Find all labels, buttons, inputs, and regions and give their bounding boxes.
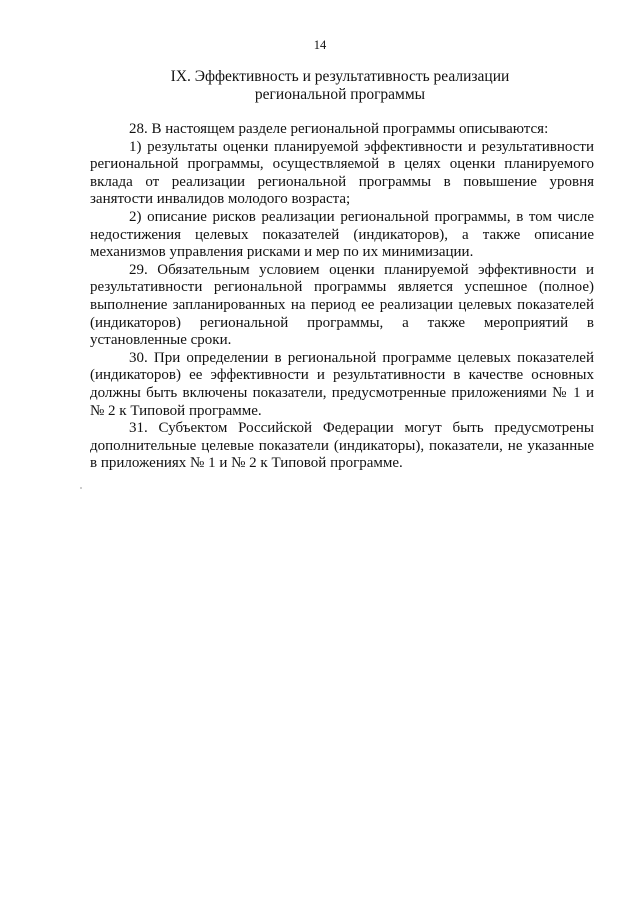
paragraph-30: 30. При определении в региональной программе целевых показателей (индикаторов) ее эффективности и результативности в качестве основных должны быть включены показатели, предусмотренные приложениями № 1 и № 2 к Типовой программе.	[90, 349, 594, 419]
paragraph-31: 31. Субъектом Российской Федерации могут быть предусмотрены дополнительные целевые показатели (индикаторы), показатели, не указанные в приложениях № 1 и № 2 к Типовой программе.	[90, 420, 594, 472]
section-heading-line-1: IX. Эффективность и результативность реализации	[170, 68, 510, 85]
paragraph-28-item-1: 1) результаты оценки планируемой эффективности и результативности региональной программы, осуществляемой в целях оценки планируемого вклада от реализации региональной программы в повышение уровня занятости инвалидов молодого возраста;	[90, 138, 594, 208]
paragraph-28-intro: 28. В настоящем разделе региональной программы описываются:	[129, 121, 549, 137]
paragraph-29: 29. Обязательным условием оценки планируемой эффективности и результативности региональной программы является успешное (полное) выполнение запланированных на период ее реализации целевых показателей (индикаторов) региональной программы, а также мероприятий в установленные сроки.	[90, 261, 594, 349]
section-body	[90, 121, 594, 473]
paragraph-28-item-2: 2) описание рисков реализации региональной программы, в том числе недостижения целевых показателей (индикаторов), а также описание механизмов управления рисками и мер по их минимизации.	[90, 208, 594, 261]
section-heading	[90, 68, 590, 104]
page-number: 14	[313, 38, 327, 52]
scan-artifact-dot	[80, 487, 82, 489]
section-heading-line-2: региональной программы	[254, 86, 426, 103]
